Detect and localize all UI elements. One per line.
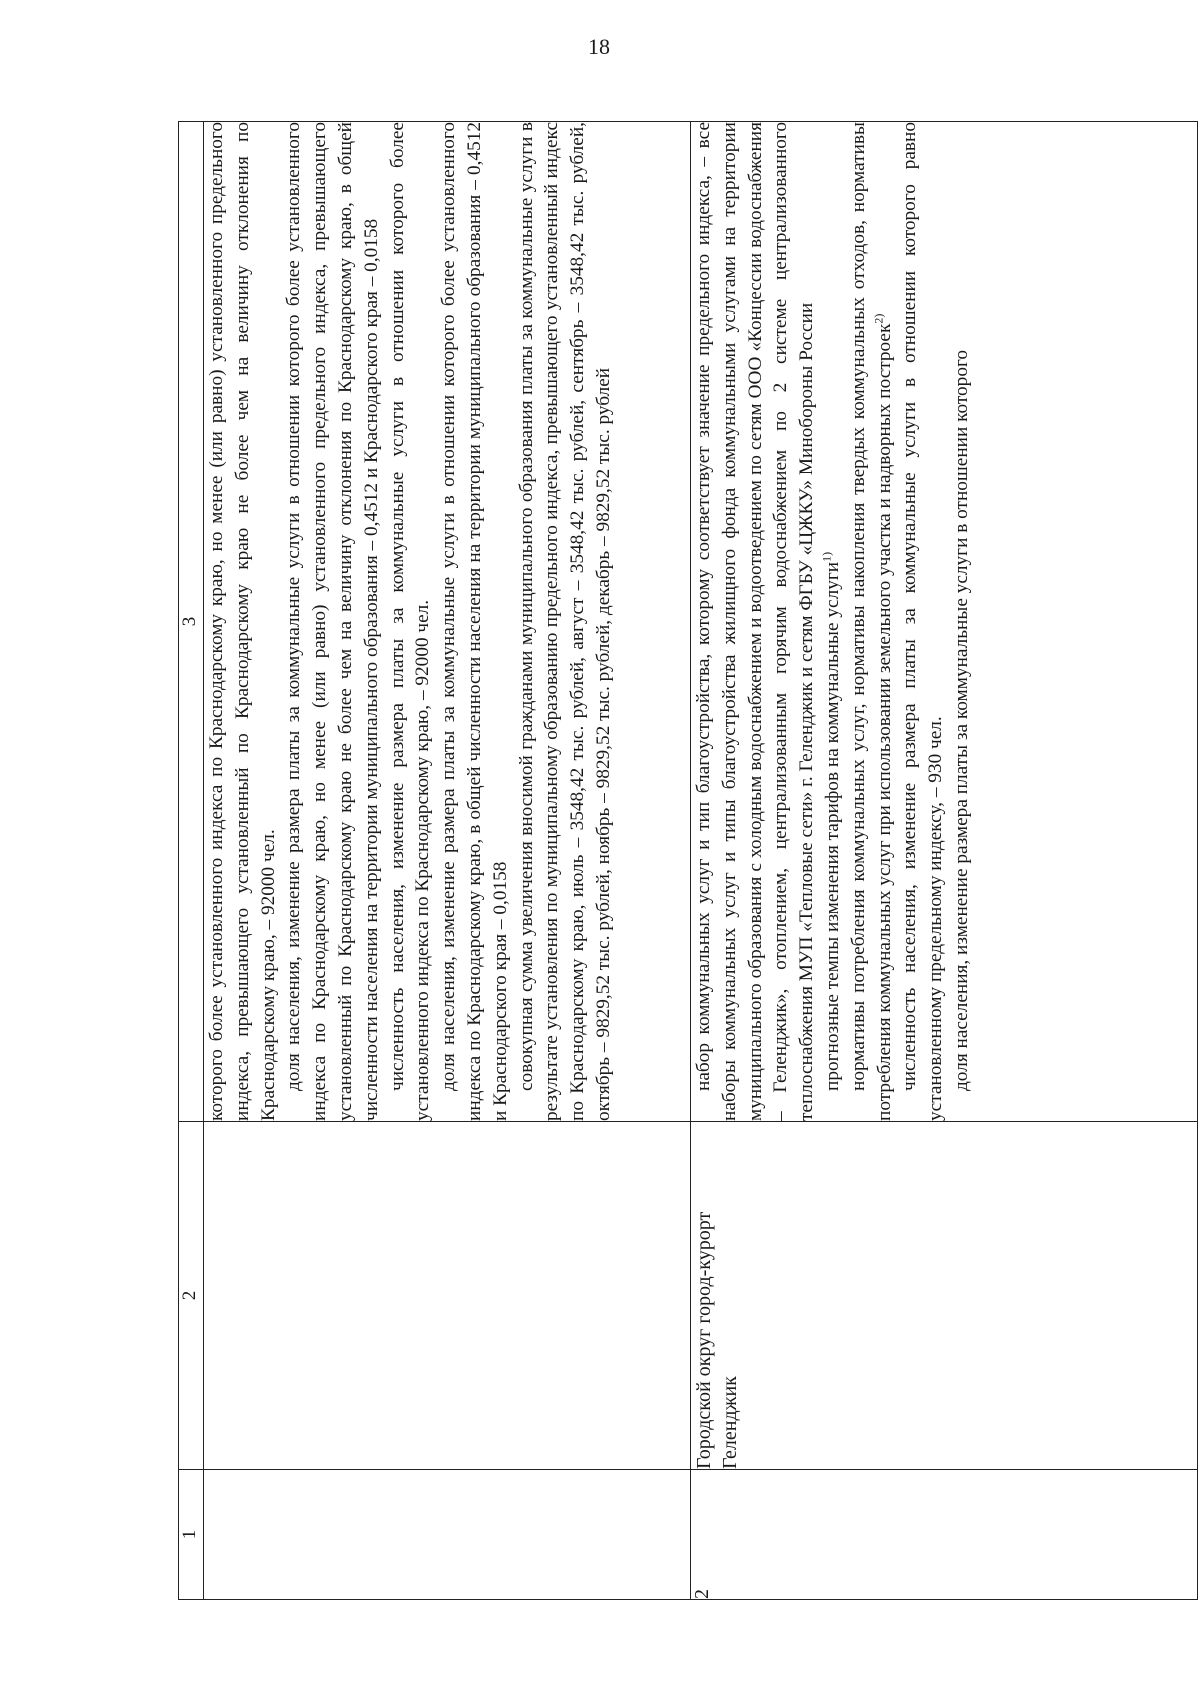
indicators-cell xyxy=(204,122,691,1122)
indicator-paragraph: совокупная сумма увеличения вносимой гражданами муниципального образования платы за коммунальные услуги в результате установления по муниципальному образованию предельного индекса, превышающего установленный индекс по Краснодарскому краю, июль – 3548,42 тыс. рублей, август – 3548,42 тыс. рублей, сентябрь – 3548,42 тыс. рублей, октябрь – 9829,52 тыс. рублей, ноябрь – 9829,52 тыс. рублей, декабрь – 9829,52 тыс. рублей xyxy=(515,122,614,1121)
municipality-name xyxy=(204,1122,691,1470)
row-number xyxy=(204,1470,691,1600)
indicator-paragraph: набор коммунальных услуг и тип благоустройства, которому соответствует значение предельного индекса, – все наборы коммунальных услуг и типы благоустройства жилищного фонда коммунальными услугами на территории муниципального образования с холодным водоснабжением и водоотведением по сетям ООО «Концессии водоснабжения – Геленджик», отоплением, централизованным горячим водоснабжением по 2 системе централизованного теплоснабжения МУП «Тепловые сети» г. Геленджик и сетям ФГБУ «ЦЖКУ» Минобороны России xyxy=(693,122,818,1121)
indicator-paragraph: которого более установленного индекса по Краснодарскому краю, но менее (или равно) установленного предельного индекса, превышающего установленный по Краснодарскому краю не более чем на величину отклонения по Краснодарскому краю, – 92000 чел. xyxy=(206,122,279,1121)
footnote-mark: 1) xyxy=(819,551,834,562)
table-row xyxy=(204,122,691,1600)
indicator-paragraph: численность населения, изменение размера платы за коммунальные услуги в отношении которого равно установленному предельному индексу, – 930 чел. xyxy=(899,122,947,1121)
indicator-paragraph xyxy=(820,122,846,1121)
indicator-paragraph: доля населения, изменение размера платы за коммунальные услуги в отношении которого более установленного индекса по Краснодарскому краю, в общей численности населения на территории муниципального образования – 0,4512 и Краснодарского края – 0,0158 xyxy=(438,122,511,1121)
municipality-name: Городской округ город-курорт Геленджик xyxy=(691,1122,1198,1470)
indicators-cell xyxy=(691,122,1198,1122)
indicator-paragraph: численность населения, изменение размера платы за коммунальные услуги в отношении которого более установленного индекса по Краснодарскому краю, – 92000 чел. xyxy=(386,122,434,1121)
indicator-paragraph: доля населения, изменение размера платы за коммунальные услуги в отношении которого более установленного индекса по Краснодарскому краю, но менее (или равно) установленного предельного индекса, превышающего установленный по Краснодарскому краю не более чем на величину отклонения по Краснодарскому краю, в общей численности населения на территории муниципального образования – 0,4512 и Краснодарского края – 0,0158 xyxy=(283,122,382,1121)
header-cell-3: 3 xyxy=(179,122,204,1122)
indicator-text: нормативы потребления коммунальных услуг, нормативы накопления твердых коммунальных отходов, нормативы потребления коммунальных услуг при использовании земельного участка и надворных построек xyxy=(847,122,895,1121)
indicator-paragraph xyxy=(846,122,898,1121)
header-cell-2: 2 xyxy=(179,1122,204,1470)
page-number: 18 xyxy=(588,34,610,59)
indicator-text: прогнозные темпы изменения тарифов на коммунальные услуги xyxy=(821,561,843,1091)
data-table xyxy=(178,121,1198,1600)
header-cell-1: 1 xyxy=(179,1470,204,1600)
footnote-mark: 2) xyxy=(871,313,886,324)
table-row xyxy=(691,122,1198,1600)
indicator-paragraph: доля населения, изменение размера платы за коммунальные услуги в отношении которого xyxy=(950,349,972,1091)
row-number: 2 xyxy=(691,1470,1198,1600)
table-header-row xyxy=(179,122,204,1600)
rotated-table-frame xyxy=(178,122,1196,1600)
